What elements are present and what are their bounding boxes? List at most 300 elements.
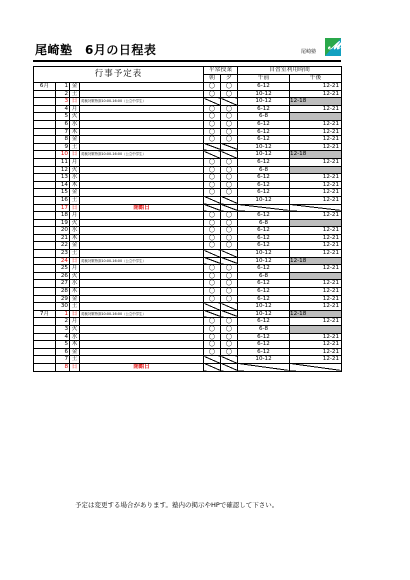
study-pm-cell: 12-21 bbox=[290, 341, 342, 349]
schedule-row bbox=[34, 242, 342, 250]
study-pm-cell: 12-21 bbox=[290, 174, 342, 182]
study-pm-cell: 12-21 bbox=[290, 242, 342, 250]
weekday-cell: 土 bbox=[70, 303, 80, 311]
study-pm-cell bbox=[290, 166, 342, 174]
morning-class-cell: ◯ bbox=[204, 280, 221, 288]
evening-class-cell: ◯ bbox=[221, 83, 238, 91]
study-am-cell: 6-12 bbox=[238, 158, 290, 166]
page-header bbox=[35, 38, 340, 58]
weekday-cell: 土 bbox=[70, 196, 80, 204]
evening-class-cell: ◯ bbox=[221, 166, 238, 174]
event-cell bbox=[80, 189, 204, 197]
schedule-row bbox=[34, 204, 342, 212]
evening-class-cell bbox=[221, 204, 238, 212]
morning-class-cell: ◯ bbox=[204, 90, 221, 98]
study-pm-cell bbox=[290, 326, 342, 334]
study-am-cell: 6-8 bbox=[238, 326, 290, 334]
morning-class-cell bbox=[204, 143, 221, 151]
study-pm-cell: 12-21 bbox=[290, 318, 342, 326]
day-cell: 3 bbox=[56, 326, 70, 334]
morning-class-cell: ◯ bbox=[204, 295, 221, 303]
morning-class-cell bbox=[204, 356, 221, 364]
event-cell bbox=[80, 356, 204, 364]
morning-class-cell: ◯ bbox=[204, 234, 221, 242]
evening-class-cell: ◯ bbox=[221, 272, 238, 280]
evening-class-cell: ◯ bbox=[221, 265, 238, 273]
weekday-cell: 金 bbox=[70, 348, 80, 356]
am-header: 午前 bbox=[238, 75, 290, 83]
evening-class-cell: ◯ bbox=[221, 333, 238, 341]
event-cell: 閉館日 bbox=[80, 204, 204, 212]
evening-class-cell: ◯ bbox=[221, 288, 238, 296]
schedule-row bbox=[34, 288, 342, 296]
day-cell: 21 bbox=[56, 234, 70, 242]
study-am-cell: 10-12 bbox=[238, 250, 290, 258]
study-pm-cell: 12-21 bbox=[290, 181, 342, 189]
month-cell bbox=[34, 196, 56, 204]
study-am-cell: 6-12 bbox=[238, 83, 290, 91]
evening-class-cell bbox=[221, 98, 238, 106]
study-pm-cell: 12-21 bbox=[290, 333, 342, 341]
weekday-cell: 木 bbox=[70, 341, 80, 349]
morning-class-cell: ◯ bbox=[204, 318, 221, 326]
weekday-cell: 金 bbox=[70, 83, 80, 91]
morning-class-cell: ◯ bbox=[204, 105, 221, 113]
month-cell bbox=[34, 242, 56, 250]
evening-header: 夕 bbox=[221, 75, 238, 83]
schedule-row bbox=[34, 280, 342, 288]
evening-class-cell: ◯ bbox=[221, 212, 238, 220]
weekday-cell: 水 bbox=[70, 333, 80, 341]
morning-class-cell: ◯ bbox=[204, 128, 221, 136]
month-cell bbox=[34, 219, 56, 227]
title-underline bbox=[33, 60, 341, 62]
evening-class-cell bbox=[221, 363, 238, 371]
study-am-cell: 6-12 bbox=[238, 189, 290, 197]
footnote: 予定は変更する場合があります。塾内の掲示やHPで確認して下さい。 bbox=[75, 501, 279, 509]
month-cell bbox=[34, 326, 56, 334]
schedule-row bbox=[34, 333, 342, 341]
morning-class-cell: ◯ bbox=[204, 166, 221, 174]
study-pm-cell: 12-21 bbox=[290, 143, 342, 151]
study-am-cell: 6-12 bbox=[238, 181, 290, 189]
schedule-row bbox=[34, 158, 342, 166]
study-am-cell: 10-12 bbox=[238, 98, 290, 106]
weekday-cell: 土 bbox=[70, 143, 80, 151]
month-cell: 6月 bbox=[34, 83, 56, 91]
event-column-header: 行事予定表 bbox=[34, 67, 204, 83]
event-cell bbox=[80, 227, 204, 235]
study-am-cell: 10-12 bbox=[238, 143, 290, 151]
month-cell bbox=[34, 341, 56, 349]
morning-class-cell: ◯ bbox=[204, 348, 221, 356]
event-cell bbox=[80, 83, 204, 91]
study-pm-cell: 12-21 bbox=[290, 83, 342, 91]
month-cell bbox=[34, 174, 56, 182]
weekday-cell: 月 bbox=[70, 158, 80, 166]
schedule-row bbox=[34, 265, 342, 273]
month-cell bbox=[34, 272, 56, 280]
study-pm-cell: 12-21 bbox=[290, 288, 342, 296]
morning-class-cell bbox=[204, 250, 221, 258]
schedule-row bbox=[34, 272, 342, 280]
day-cell: 24 bbox=[56, 257, 70, 265]
weekday-cell: 木 bbox=[70, 288, 80, 296]
day-cell: 7 bbox=[56, 356, 70, 364]
page-title: 尾崎塾 6月の日程表 bbox=[35, 43, 157, 57]
day-cell: 13 bbox=[56, 174, 70, 182]
evening-class-cell: ◯ bbox=[221, 242, 238, 250]
schedule-row bbox=[34, 227, 342, 235]
month-cell bbox=[34, 333, 56, 341]
evening-class-cell: ◯ bbox=[221, 136, 238, 144]
weekday-cell: 月 bbox=[70, 265, 80, 273]
study-pm-cell: 12-21 bbox=[290, 196, 342, 204]
month-cell bbox=[34, 295, 56, 303]
day-cell: 9 bbox=[56, 143, 70, 151]
month-cell bbox=[34, 303, 56, 311]
day-cell: 28 bbox=[56, 288, 70, 296]
event-cell bbox=[80, 272, 204, 280]
morning-class-cell: ◯ bbox=[204, 326, 221, 334]
month-cell: 7月 bbox=[34, 310, 56, 318]
day-cell: 5 bbox=[56, 341, 70, 349]
pm-header: 午後 bbox=[290, 75, 342, 83]
month-cell bbox=[34, 128, 56, 136]
study-pm-cell: 12-18 bbox=[290, 151, 342, 159]
study-pm-cell: 12-18 bbox=[290, 310, 342, 318]
evening-class-cell bbox=[221, 250, 238, 258]
morning-class-cell bbox=[204, 363, 221, 371]
month-cell bbox=[34, 227, 56, 235]
schedule-row bbox=[34, 105, 342, 113]
study-pm-cell: 12-21 bbox=[290, 158, 342, 166]
event-cell bbox=[80, 212, 204, 220]
study-pm-cell: 12-21 bbox=[290, 90, 342, 98]
evening-class-cell: ◯ bbox=[221, 174, 238, 182]
evening-class-cell: ◯ bbox=[221, 227, 238, 235]
event-cell: 閉館日 bbox=[80, 363, 204, 371]
weekday-cell: 水 bbox=[70, 174, 80, 182]
study-pm-cell: 12-21 bbox=[290, 234, 342, 242]
morning-class-cell: ◯ bbox=[204, 181, 221, 189]
study-pm-cell bbox=[290, 363, 342, 371]
morning-class-cell: ◯ bbox=[204, 158, 221, 166]
day-cell: 7 bbox=[56, 128, 70, 136]
morning-class-cell bbox=[204, 303, 221, 311]
schedule-row bbox=[34, 189, 342, 197]
event-cell bbox=[80, 143, 204, 151]
day-cell: 3 bbox=[56, 98, 70, 106]
weekday-cell: 水 bbox=[70, 280, 80, 288]
study-pm-cell: 12-21 bbox=[290, 348, 342, 356]
morning-class-cell bbox=[204, 257, 221, 265]
study-am-cell: 10-12 bbox=[238, 151, 290, 159]
day-cell: 23 bbox=[56, 250, 70, 258]
evening-class-cell bbox=[221, 303, 238, 311]
day-cell: 29 bbox=[56, 295, 70, 303]
morning-class-cell bbox=[204, 204, 221, 212]
morning-class-cell: ◯ bbox=[204, 288, 221, 296]
logo-icon: 𝓜 bbox=[325, 38, 341, 56]
study-am-cell: 6-12 bbox=[238, 318, 290, 326]
month-cell bbox=[34, 288, 56, 296]
study-pm-cell bbox=[290, 204, 342, 212]
day-cell: 2 bbox=[56, 318, 70, 326]
study-pm-cell: 12-21 bbox=[290, 303, 342, 311]
morning-class-cell: ◯ bbox=[204, 242, 221, 250]
evening-class-cell bbox=[221, 257, 238, 265]
weekday-cell: 月 bbox=[70, 318, 80, 326]
day-cell: 26 bbox=[56, 272, 70, 280]
morning-class-cell: ◯ bbox=[204, 83, 221, 91]
month-cell bbox=[34, 234, 56, 242]
weekday-cell: 土 bbox=[70, 250, 80, 258]
study-pm-cell: 12-18 bbox=[290, 98, 342, 106]
morning-class-cell bbox=[204, 151, 221, 159]
morning-class-cell bbox=[204, 196, 221, 204]
study-am-cell: 6-12 bbox=[238, 348, 290, 356]
event-cell: 英検対策特訓10:00-16:00（公立中学生） bbox=[80, 310, 204, 318]
month-cell bbox=[34, 158, 56, 166]
morning-class-cell: ◯ bbox=[204, 272, 221, 280]
study-pm-cell: 12-21 bbox=[290, 250, 342, 258]
study-am-cell: 6-12 bbox=[238, 120, 290, 128]
event-cell bbox=[80, 295, 204, 303]
weekday-cell: 日 bbox=[70, 310, 80, 318]
schedule-row bbox=[34, 326, 342, 334]
study-am-cell: 10-12 bbox=[238, 356, 290, 364]
morning-class-cell bbox=[204, 310, 221, 318]
weekday-cell: 木 bbox=[70, 128, 80, 136]
evening-class-cell: ◯ bbox=[221, 280, 238, 288]
event-cell bbox=[80, 120, 204, 128]
event-cell bbox=[80, 166, 204, 174]
morning-class-cell: ◯ bbox=[204, 189, 221, 197]
month-cell bbox=[34, 348, 56, 356]
evening-class-cell: ◯ bbox=[221, 90, 238, 98]
weekday-cell: 土 bbox=[70, 90, 80, 98]
day-cell: 8 bbox=[56, 363, 70, 371]
study-pm-cell: 12-21 bbox=[290, 265, 342, 273]
study-am-cell bbox=[238, 204, 290, 212]
study-am-cell: 6-8 bbox=[238, 113, 290, 121]
morning-class-cell bbox=[204, 98, 221, 106]
weekday-cell: 金 bbox=[70, 295, 80, 303]
header-row-1 bbox=[34, 67, 342, 75]
evening-class-cell: ◯ bbox=[221, 189, 238, 197]
study-am-cell: 10-12 bbox=[238, 257, 290, 265]
month-cell bbox=[34, 212, 56, 220]
event-cell bbox=[80, 280, 204, 288]
brand-name: 尾崎塾 bbox=[301, 49, 317, 55]
study-pm-cell: 12-21 bbox=[290, 227, 342, 235]
month-cell bbox=[34, 280, 56, 288]
evening-class-cell: ◯ bbox=[221, 318, 238, 326]
schedule-row bbox=[34, 318, 342, 326]
study-am-cell: 6-12 bbox=[238, 128, 290, 136]
evening-class-cell: ◯ bbox=[221, 113, 238, 121]
schedule-body bbox=[34, 83, 342, 372]
evening-class-cell: ◯ bbox=[221, 158, 238, 166]
schedule-table bbox=[33, 66, 342, 372]
weekday-cell: 火 bbox=[70, 272, 80, 280]
month-cell bbox=[34, 257, 56, 265]
day-cell: 19 bbox=[56, 219, 70, 227]
evening-class-cell: ◯ bbox=[221, 348, 238, 356]
month-cell bbox=[34, 105, 56, 113]
day-cell: 8 bbox=[56, 136, 70, 144]
event-cell bbox=[80, 234, 204, 242]
morning-class-cell: ◯ bbox=[204, 120, 221, 128]
schedule-row bbox=[34, 174, 342, 182]
schedule-row bbox=[34, 143, 342, 151]
study-pm-cell: 12-18 bbox=[290, 257, 342, 265]
day-cell: 22 bbox=[56, 242, 70, 250]
study-am-cell: 10-12 bbox=[238, 90, 290, 98]
event-cell bbox=[80, 333, 204, 341]
schedule-row bbox=[34, 128, 342, 136]
study-am-cell: 6-12 bbox=[238, 341, 290, 349]
morning-class-cell: ◯ bbox=[204, 219, 221, 227]
study-am-cell: 6-12 bbox=[238, 265, 290, 273]
study-am-cell: 10-12 bbox=[238, 310, 290, 318]
study-pm-cell: 12-21 bbox=[290, 212, 342, 220]
event-cell bbox=[80, 265, 204, 273]
day-cell: 2 bbox=[56, 90, 70, 98]
study-am-cell: 6-12 bbox=[238, 242, 290, 250]
schedule-row bbox=[34, 113, 342, 121]
schedule-row bbox=[34, 295, 342, 303]
day-cell: 10 bbox=[56, 151, 70, 159]
weekday-cell: 日 bbox=[70, 257, 80, 265]
study-am-cell: 6-12 bbox=[238, 333, 290, 341]
schedule-row bbox=[34, 310, 342, 318]
event-cell bbox=[80, 250, 204, 258]
day-cell: 14 bbox=[56, 181, 70, 189]
schedule-row bbox=[34, 120, 342, 128]
study-am-cell: 6-8 bbox=[238, 219, 290, 227]
weekday-cell: 木 bbox=[70, 234, 80, 242]
day-cell: 5 bbox=[56, 113, 70, 121]
day-cell: 17 bbox=[56, 204, 70, 212]
evening-class-cell bbox=[221, 143, 238, 151]
morning-class-cell: ◯ bbox=[204, 212, 221, 220]
study-am-cell: 6-8 bbox=[238, 272, 290, 280]
weekday-cell: 日 bbox=[70, 363, 80, 371]
event-cell bbox=[80, 90, 204, 98]
event-cell bbox=[80, 288, 204, 296]
study-pm-cell: 12-21 bbox=[290, 128, 342, 136]
month-cell bbox=[34, 143, 56, 151]
weekday-cell: 月 bbox=[70, 212, 80, 220]
day-cell: 6 bbox=[56, 120, 70, 128]
event-cell bbox=[80, 219, 204, 227]
event-cell bbox=[80, 105, 204, 113]
class-column-header: 平常授業 bbox=[204, 67, 238, 75]
evening-class-cell: ◯ bbox=[221, 181, 238, 189]
study-pm-cell: 12-21 bbox=[290, 295, 342, 303]
day-cell: 1 bbox=[56, 310, 70, 318]
evening-class-cell: ◯ bbox=[221, 120, 238, 128]
schedule-row bbox=[34, 341, 342, 349]
schedule-row bbox=[34, 181, 342, 189]
day-cell: 11 bbox=[56, 158, 70, 166]
event-cell: 英検対策特訓10:00-16:00（公立中学生） bbox=[80, 98, 204, 106]
event-cell bbox=[80, 303, 204, 311]
evening-class-cell bbox=[221, 196, 238, 204]
schedule-row bbox=[34, 83, 342, 91]
month-cell bbox=[34, 318, 56, 326]
study-pm-cell bbox=[290, 219, 342, 227]
event-cell bbox=[80, 174, 204, 182]
month-cell bbox=[34, 120, 56, 128]
day-cell: 20 bbox=[56, 227, 70, 235]
evening-class-cell: ◯ bbox=[221, 326, 238, 334]
morning-header: 朝 bbox=[204, 75, 221, 83]
study-pm-cell: 12-21 bbox=[290, 105, 342, 113]
study-am-cell bbox=[238, 363, 290, 371]
day-cell: 27 bbox=[56, 280, 70, 288]
study-am-cell: 6-12 bbox=[238, 105, 290, 113]
morning-class-cell: ◯ bbox=[204, 113, 221, 121]
evening-class-cell: ◯ bbox=[221, 105, 238, 113]
schedule-row bbox=[34, 257, 342, 265]
month-cell bbox=[34, 204, 56, 212]
schedule-row bbox=[34, 151, 342, 159]
event-cell bbox=[80, 196, 204, 204]
weekday-cell: 水 bbox=[70, 120, 80, 128]
schedule-row bbox=[34, 363, 342, 371]
month-cell bbox=[34, 181, 56, 189]
day-cell: 25 bbox=[56, 265, 70, 273]
event-cell: 英検対策特訓10:00-16:00（公立中学生） bbox=[80, 151, 204, 159]
schedule-row bbox=[34, 166, 342, 174]
weekday-cell: 木 bbox=[70, 181, 80, 189]
evening-class-cell bbox=[221, 356, 238, 364]
study-pm-cell: 12-21 bbox=[290, 136, 342, 144]
morning-class-cell: ◯ bbox=[204, 341, 221, 349]
morning-class-cell: ◯ bbox=[204, 227, 221, 235]
schedule-row bbox=[34, 98, 342, 106]
study-am-cell: 6-12 bbox=[238, 288, 290, 296]
study-am-cell: 10-12 bbox=[238, 303, 290, 311]
event-cell bbox=[80, 341, 204, 349]
month-cell bbox=[34, 90, 56, 98]
study-am-cell: 6-12 bbox=[238, 295, 290, 303]
schedule-row bbox=[34, 356, 342, 364]
month-cell bbox=[34, 356, 56, 364]
weekday-cell: 金 bbox=[70, 136, 80, 144]
study-am-cell: 6-12 bbox=[238, 280, 290, 288]
schedule-row bbox=[34, 196, 342, 204]
month-cell bbox=[34, 136, 56, 144]
weekday-cell: 水 bbox=[70, 227, 80, 235]
schedule-row bbox=[34, 234, 342, 242]
weekday-cell: 土 bbox=[70, 356, 80, 364]
event-cell bbox=[80, 128, 204, 136]
morning-class-cell: ◯ bbox=[204, 136, 221, 144]
month-cell bbox=[34, 363, 56, 371]
event-cell bbox=[80, 113, 204, 121]
study-pm-cell: 12-21 bbox=[290, 356, 342, 364]
morning-class-cell: ◯ bbox=[204, 265, 221, 273]
event-cell: 英検対策特訓10:00-16:00（公立中学生） bbox=[80, 257, 204, 265]
study-am-cell: 6-12 bbox=[238, 234, 290, 242]
schedule-row bbox=[34, 348, 342, 356]
evening-class-cell bbox=[221, 151, 238, 159]
study-am-cell: 6-12 bbox=[238, 174, 290, 182]
